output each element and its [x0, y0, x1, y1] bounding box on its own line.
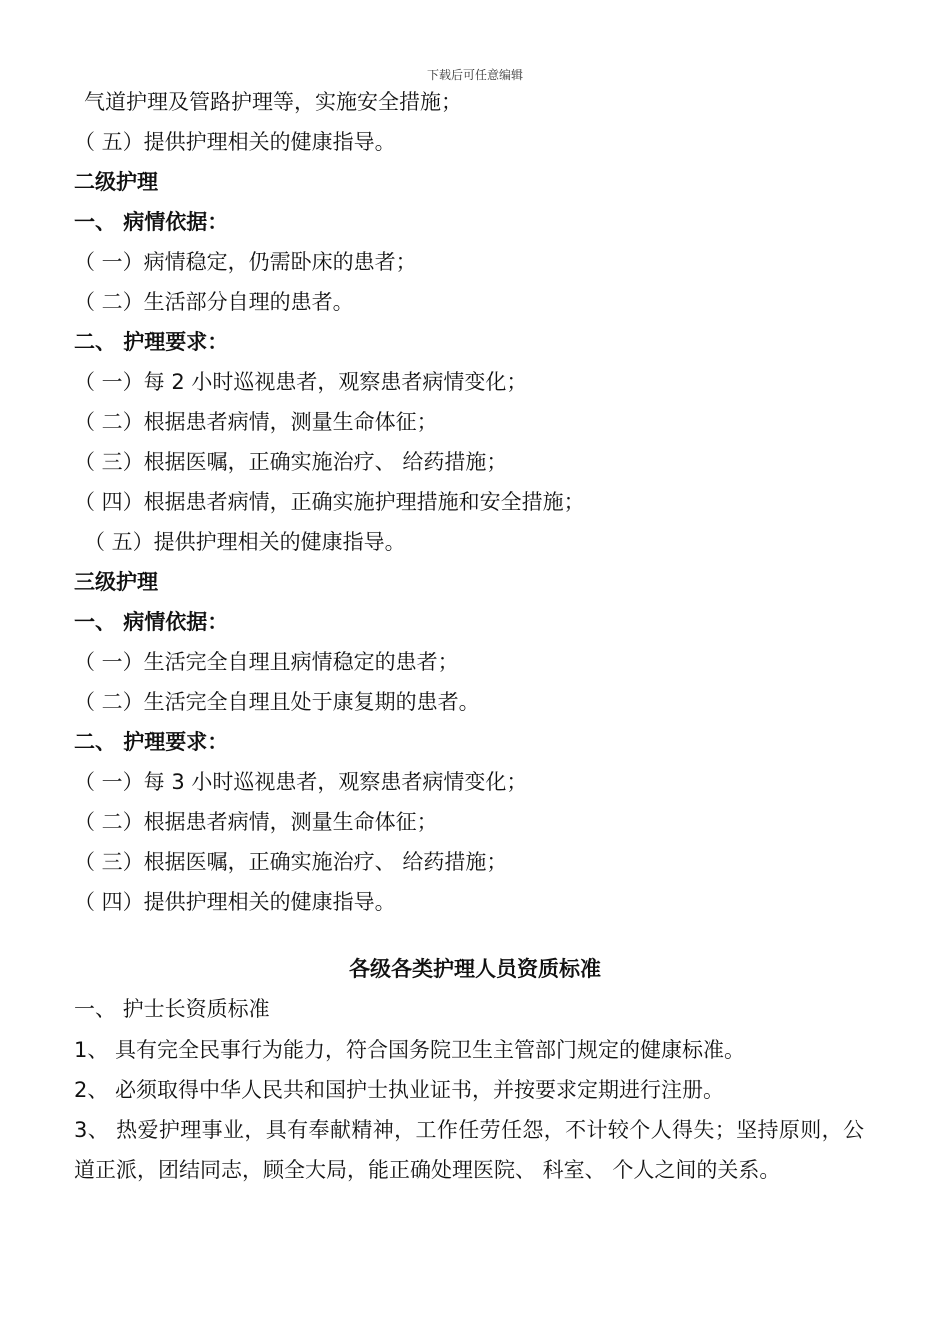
document-title: 各级各类护理人员资质标准: [349, 957, 601, 981]
text-line: 气道护理及管路护理等，实施安全措施；: [84, 90, 462, 114]
text-line: （ 二）根据患者病情，测量生命体征；: [74, 810, 438, 834]
page-header: 下载后可任意编辑: [426, 68, 523, 82]
subsection-heading: 一、 病情依据：: [74, 610, 229, 634]
subsection-heading: 二、 护理要求：: [74, 730, 229, 754]
text-line: （ 一）每 3 小时巡视患者，观察患者病情变化；: [74, 770, 528, 794]
text-line: （ 四）提供护理相关的健康指导。: [74, 890, 396, 914]
text-line: （ 四）根据患者病情，正确实施护理措施和安全措施；: [74, 490, 585, 514]
subsection-heading: 二、 护理要求：: [74, 330, 229, 354]
text-line: （ 二）生活完全自理且处于康复期的患者。: [74, 690, 480, 714]
list-item: 3、 热爱护理事业，具有奉献精神，工作任劳任怨，不计较个人得失；坚持原则，公道正派，团结同志，顾全大局，能正确处理医院、 科室、 个人之间的关系。: [74, 1118, 864, 1182]
text-line: （ 三）根据医嘱，正确实施治疗、 给药措施；: [74, 450, 508, 474]
text-line: （ 三）根据医嘱，正确实施治疗、 给药措施；: [74, 850, 508, 874]
text-line: （ 五）提供护理相关的健康指导。: [74, 130, 396, 154]
list-item: 1、 具有完全民事行为能力，符合国务院卫生主管部门规定的健康标准。: [74, 1038, 746, 1062]
list-item: 2、 必须取得中华人民共和国护士执业证书，并按要求定期进行注册。: [74, 1078, 725, 1102]
text-line: （ 一）每 2 小时巡视患者，观察患者病情变化；: [74, 370, 528, 394]
text-line: （ 二）根据患者病情，测量生命体征；: [74, 410, 438, 434]
text-line: （ 五）提供护理相关的健康指导。: [84, 530, 406, 554]
subsection-heading: 一、 护士长资质标准: [74, 997, 270, 1021]
section-heading: 三级护理: [74, 570, 158, 594]
subsection-heading: 一、 病情依据：: [74, 210, 229, 234]
text-line: （ 一）生活完全自理且病情稳定的患者；: [74, 650, 459, 674]
section-heading: 二级护理: [74, 170, 158, 194]
text-line: （ 二）生活部分自理的患者。: [74, 290, 354, 314]
text-line: （ 一）病情稳定，仍需卧床的患者；: [74, 250, 417, 274]
